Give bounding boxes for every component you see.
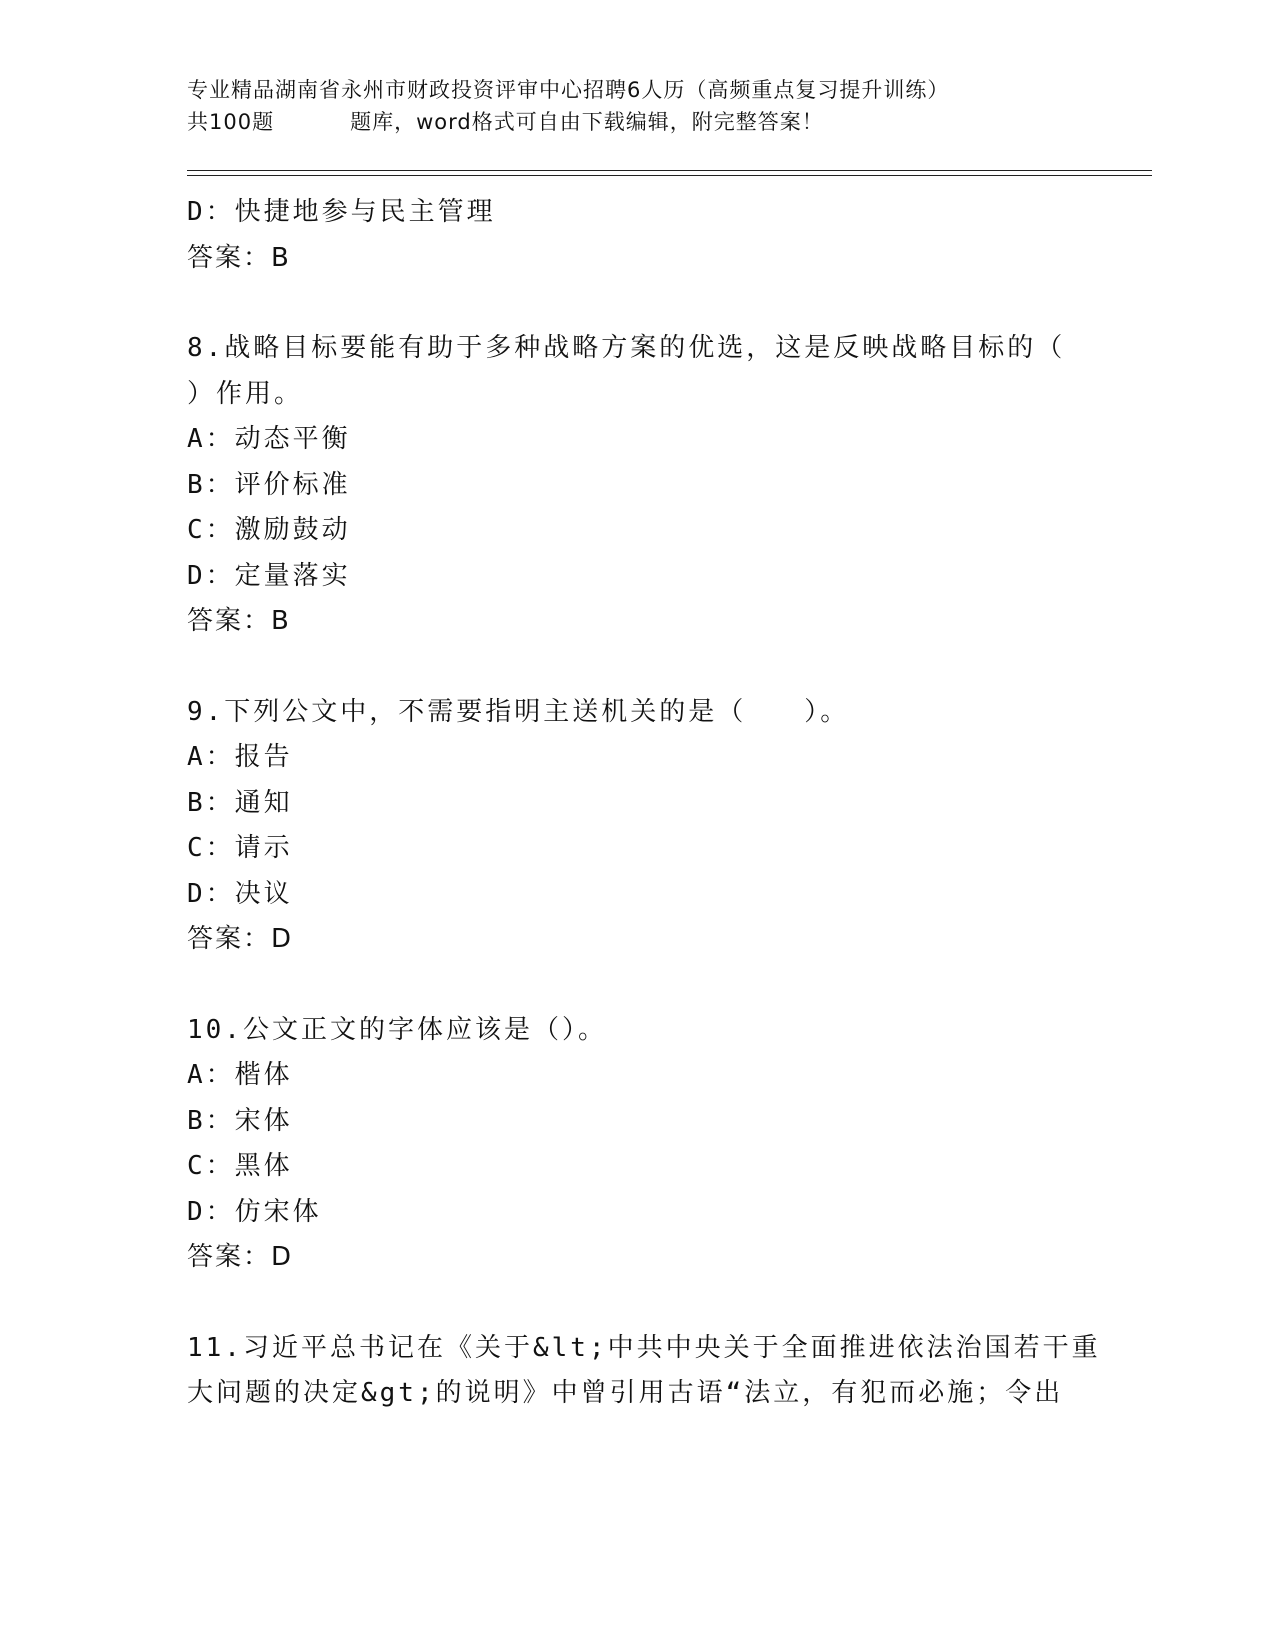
question-text-continued: 大问题的决定&gt;的说明》中曾引用古语“法立，有犯而必施；令出 <box>187 1378 1064 1408</box>
header-description: 题库，word格式可自由下载编辑，附完整答案！ <box>350 110 824 134</box>
question-text: 11.习近平总书记在《关于&lt;中共中央关于全面推进依法治国若干重 <box>187 1332 1101 1363</box>
question-8 <box>187 326 1087 645</box>
option-d: D：决议 <box>187 878 293 909</box>
answer-label: 答案：D <box>187 1242 294 1272</box>
option-a: A：报告 <box>187 742 293 772</box>
answer-label: 答案：D <box>187 924 294 954</box>
option-a: A：动态平衡 <box>187 424 351 454</box>
question-text-continued: ）作用。 <box>187 378 304 409</box>
option-d: D：仿宋体 <box>187 1196 322 1227</box>
answer-label: 答案：B <box>187 606 291 636</box>
header-divider-top <box>187 170 1152 171</box>
question-9 <box>187 690 1087 963</box>
option-c: C：请示 <box>187 833 293 863</box>
option-b: B：通知 <box>187 787 293 818</box>
header-divider-bottom <box>187 175 1152 176</box>
option-d: D：定量落实 <box>187 560 351 591</box>
option-d: D：快捷地参与民主管理 <box>187 197 496 227</box>
document-header <box>187 74 1147 138</box>
answer-label: 答案：B <box>187 242 291 273</box>
option-c: C：激励鼓动 <box>187 515 351 545</box>
question-11 <box>187 1326 1101 1417</box>
prev-question-tail <box>187 190 1087 281</box>
option-a: A：楷体 <box>187 1060 293 1090</box>
question-text: 8.战略目标要能有助于多种战略方案的优选，这是反映战略目标的（ <box>187 333 1066 363</box>
option-c: C：黑体 <box>187 1151 293 1181</box>
question-10 <box>187 1008 1087 1281</box>
header-subtitle <box>187 106 1147 138</box>
header-count: 共100题 <box>187 110 275 134</box>
header-title: 专业精品湖南省永州市财政投资评审中心招聘6人历（高频重点复习提升训练） <box>187 78 950 102</box>
document-body <box>187 190 1101 1417</box>
option-b: B：评价标准 <box>187 469 351 500</box>
question-text: 10.公文正文的字体应该是（）。 <box>187 1014 607 1045</box>
question-text: 9.下列公文中，不需要指明主送机关的是（ ）。 <box>187 696 850 727</box>
option-b: B：宋体 <box>187 1105 293 1136</box>
